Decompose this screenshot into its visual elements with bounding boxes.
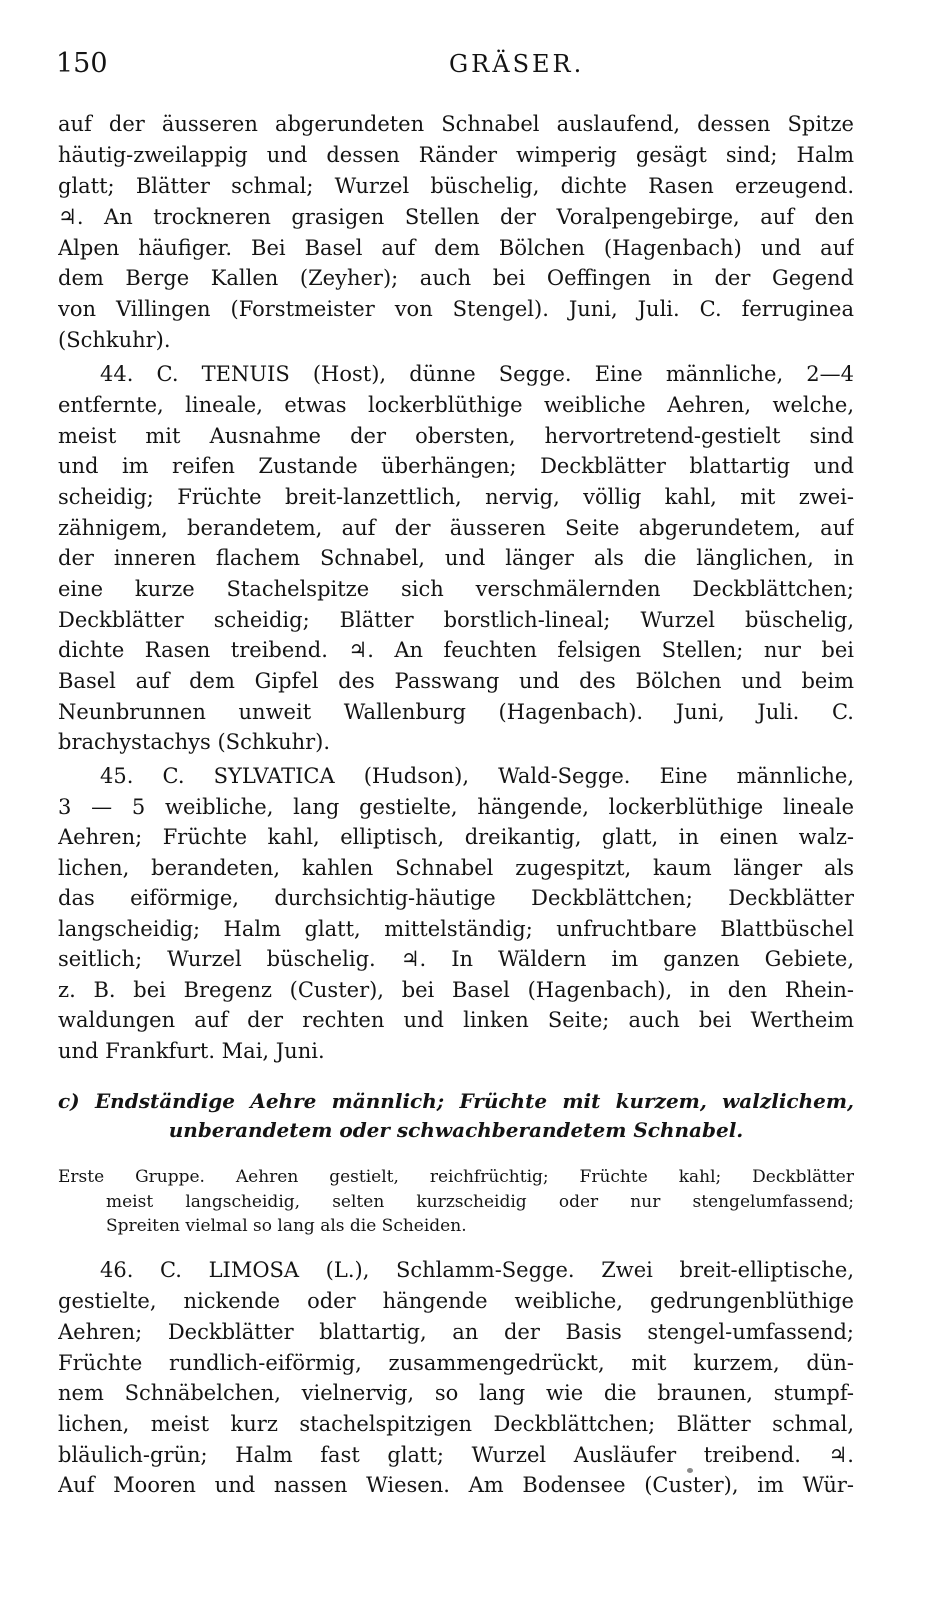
text-line: Basel auf dem Gipfel des Passwang und des Bölchen und beim (58, 669, 854, 693)
text-line: der inneren flachem Schnabel, und länger als die länglichen, in (58, 546, 854, 570)
text-line: scheidig; Früchte breit-lanzettlich, nervig, völlig kahl, mit zwei- (58, 485, 854, 509)
text-line: nem Schnäbelchen, vielnervig, so lang wie die braunen, stumpf- (58, 1381, 854, 1405)
text-line: Aehren; Früchte kahl, elliptisch, dreikantig, glatt, in einen walz- (58, 825, 854, 849)
text-line: lichen, berandeten, kahlen Schnabel zugespitzt, kaum länger als (58, 856, 854, 880)
text-line: z. B. bei Bregenz (Custer), bei Basel (Hagenbach), in den Rhein- (58, 978, 854, 1002)
group-description-line: Spreiten vielmal so lang als die Scheiden. (106, 1216, 467, 1236)
text-line: das eiförmige, durchsichtig-häutige Deckblättchen; Deckblätter (58, 886, 854, 910)
section-c-heading-cont: unberandetem oder schwachberandetem Schnabel. (168, 1118, 744, 1142)
text-line: und Frankfurt. Mai, Juni. (58, 1039, 325, 1063)
text-line: langscheidig; Halm glatt, mittelständig; unfruchtbare Blattbüschel (58, 917, 854, 941)
text-line: Auf Mooren und nassen Wiesen. Am Bodensee (Custer), im Wür- (58, 1473, 854, 1497)
section-c-heading: c) Endständige Aehre männlich; Früchte mit kurzem, walzlichem, (58, 1089, 854, 1113)
group-description-line: meist langscheidig, selten kurzscheidig oder nur stengelumfassend; (106, 1192, 854, 1212)
text-line: brachystachys (Schkuhr). (58, 730, 331, 754)
text-line: und im reifen Zustande überhängen; Deckblätter blattartig und (58, 454, 854, 478)
text-line: lichen, meist kurz stachelspitzigen Deckblättchen; Blätter schmal, (58, 1412, 854, 1436)
text-line: Früchte rundlich-eiförmig, zusammengedrückt, mit kurzem, dün- (58, 1351, 854, 1375)
text-line: Aehren; Deckblätter blattartig, an der Basis stengel-umfassend; (58, 1320, 854, 1344)
text-line: häutig-zweilappig und dessen Ränder wimperig gesägt sind; Halm (58, 143, 854, 167)
text-line: dem Berge Kallen (Zeyher); auch bei Oeffingen in der Gegend (58, 266, 854, 290)
ink-speck (687, 1468, 693, 1473)
entry-45-title-line: 45. C. SYLVATICA (Hudson), Wald-Segge. Eine männliche, (100, 764, 854, 788)
text-line: glatt; Blätter schmal; Wurzel büschelig, dichte Rasen erzeugend. (58, 174, 854, 198)
text-line: waldungen auf der rechten und linken Seite; auch bei Wertheim (58, 1008, 854, 1032)
text-line: seitlich; Wurzel büschelig. ♃. In Wäldern im ganzen Gebiete, (58, 947, 854, 971)
text-line: ♃. An trockneren grasigen Stellen der Voralpengebirge, auf den (58, 205, 854, 229)
text-line: gestielte, nickende oder hängende weibliche, gedrungenblüthige (58, 1289, 854, 1313)
text-line: (Schkuhr). (58, 328, 171, 352)
text-line: Deckblätter scheidig; Blätter borstlich-lineal; Wurzel büschelig, (58, 608, 854, 632)
text-line: von Villingen (Forstmeister von Stengel). Juni, Juli. C. ferruginea (58, 297, 854, 321)
text-line: auf der äusseren abgerundeten Schnabel auslaufend, dessen Spitze (58, 112, 854, 136)
group-description-line: Erste Gruppe. Aehren gestielt, reichfrüchtig; Früchte kahl; Deckblätter (58, 1167, 854, 1187)
text-line: entfernte, lineale, etwas lockerblüthige weibliche Aehren, welche, (58, 393, 854, 417)
entry-44-title-line: 44. C. TENUIS (Host), dünne Segge. Eine männliche, 2—4 (100, 362, 854, 386)
text-line: bläulich-grün; Halm fast glatt; Wurzel Ausläufer treibend. ♃. (58, 1443, 854, 1467)
text-line: meist mit Ausnahme der obersten, hervortretend-gestielt sind (58, 424, 854, 448)
text-line: zähnigem, berandetem, auf der äusseren Seite abgerundetem, auf (58, 516, 854, 540)
text-line: Neunbrunnen unweit Wallenburg (Hagenbach). Juni, Juli. C. (58, 700, 854, 724)
text-line: eine kurze Stachelspitze sich verschmälernden Deckblättchen; (58, 577, 854, 601)
page-number: 150 (56, 48, 108, 79)
text-line: Alpen häufiger. Bei Basel auf dem Bölchen (Hagenbach) und auf (58, 236, 854, 260)
running-head: GRÄSER. (449, 50, 585, 78)
text-line: dichte Rasen treibend. ♃. An feuchten felsigen Stellen; nur bei (58, 638, 854, 662)
text-line: 3 — 5 weibliche, lang gestielte, hängende, lockerblüthige lineale (58, 795, 854, 819)
entry-46-title-line: 46. C. LIMOSA (L.), Schlamm-Segge. Zwei breit-elliptische, (100, 1258, 854, 1282)
page-header (56, 44, 856, 84)
